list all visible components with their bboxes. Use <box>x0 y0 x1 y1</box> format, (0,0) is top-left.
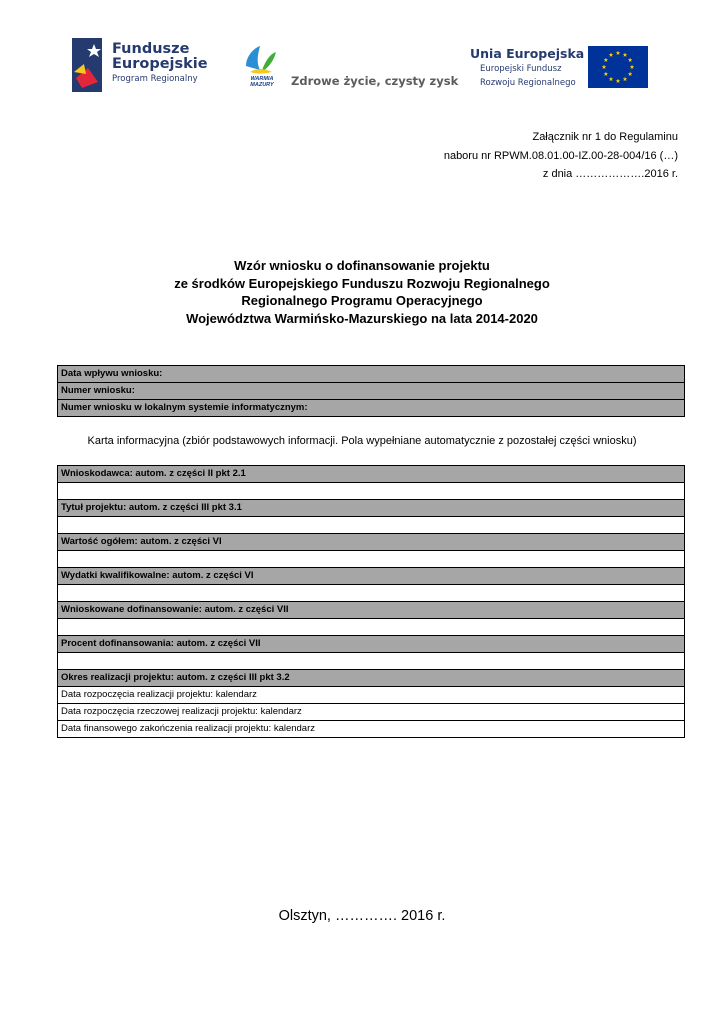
table-row <box>58 466 685 483</box>
annex-line2: naboru nr RPWM.08.01.00-IZ.00-28-004/16 (…) <box>443 149 678 162</box>
table-row <box>58 568 685 585</box>
wm-small-line1: WARMIA <box>250 76 274 82</box>
table-row <box>58 551 685 568</box>
funding-percent-value-cell[interactable] <box>58 653 685 670</box>
table-row <box>58 636 685 653</box>
title-line3: Regionalnego Programu Operacyjnego <box>241 293 483 308</box>
table-row <box>58 383 685 400</box>
table-row <box>58 585 685 602</box>
annex-line3: z dnia ……………….2016 r. <box>542 168 678 180</box>
start-date-cell[interactable]: Data rozpoczęcia realizacji projektu: kalendarz <box>58 687 685 704</box>
eligible-costs-label-cell: Wydatki kwalifikowalne: autom. z części VI <box>58 568 685 585</box>
eligible-costs-value-cell[interactable] <box>58 585 685 602</box>
total-value-value-cell[interactable] <box>58 551 685 568</box>
fundusze-europejskie-mark-icon <box>72 38 102 92</box>
table-row <box>58 619 685 636</box>
table-row <box>58 400 685 417</box>
title-line2: ze środków Europejskiego Funduszu Rozwoju Regionalnego <box>174 275 550 291</box>
wm-small-line2: MAZURY <box>250 82 274 88</box>
warmia-mazury-small-text <box>240 76 284 88</box>
intake-local-number-cell: Numer wniosku w lokalnym systemie informatycznym: <box>58 400 685 417</box>
table-row <box>58 483 685 500</box>
warmia-mazury-logo <box>240 44 459 94</box>
project-period-label-cell: Okres realizacji projektu: autom. z części III pkt 3.2 <box>58 670 685 687</box>
applicant-label-cell: Wnioskodawca: autom. z części II pkt 2.1 <box>58 466 685 483</box>
total-value-label-cell: Wartość ogółem: autom. z części VI <box>58 534 685 551</box>
table-row <box>58 687 685 704</box>
annex-line1: Załącznik nr 1 do Regulaminu <box>532 131 678 143</box>
annex-info <box>444 128 678 184</box>
ue-logo-name: Unia Europejska <box>470 46 585 61</box>
table-row <box>58 670 685 687</box>
requested-funding-label-cell: Wnioskowane dofinansowanie: autom. z części VII <box>58 602 685 619</box>
table-row <box>58 704 685 721</box>
ue-logo-sub1: Europejski Fundusz <box>480 64 562 74</box>
document-title <box>0 257 724 327</box>
table-row <box>58 366 685 383</box>
intake-number-cell: Numer wniosku: <box>58 383 685 400</box>
ue-logo-sub2: Rozwoju Regionalnego <box>480 78 576 88</box>
table-row <box>58 517 685 534</box>
info-table <box>57 465 685 738</box>
title-line1: Wzór wniosku o dofinansowanie projektu <box>234 258 490 273</box>
eu-flag-icon <box>588 46 648 88</box>
intake-table <box>57 365 685 417</box>
table-row <box>58 500 685 517</box>
table-row <box>58 534 685 551</box>
wm-slogan: Zdrowe życie, czysty zysk <box>291 74 459 88</box>
fe-logo-name2: Europejskie <box>112 56 208 72</box>
place-date-footer: Olsztyn, …………. 2016 r. <box>278 908 446 924</box>
project-title-label-cell: Tytuł projektu: autom. z części III pkt 3.1 <box>58 500 685 517</box>
title-line4: Województwa Warmińsko-Mazurskiego na lata 2014-2020 <box>186 310 538 326</box>
karta-informacyjna-text: Karta informacyjna (zbiór podstawowych informacji. Pola wypełniane automatycznie z pozostałej części wniosku) <box>87 435 637 447</box>
table-row <box>58 653 685 670</box>
unia-europejska-logo <box>470 44 650 90</box>
financial-end-date-cell[interactable]: Data finansowego zakończenia realizacji projektu: kalendarz <box>58 721 685 738</box>
project-title-value-cell[interactable] <box>58 517 685 534</box>
fe-logo-name: Fundusze <box>112 41 190 57</box>
table-row <box>58 602 685 619</box>
funding-percent-label-cell: Procent dofinansowania: autom. z części VII <box>58 636 685 653</box>
requested-funding-value-cell[interactable] <box>58 619 685 636</box>
fe-logo-sub: Program Regionalny <box>112 74 198 84</box>
applicant-value-cell[interactable] <box>58 483 685 500</box>
fundusze-europejskie-logo <box>72 38 207 92</box>
physical-start-date-cell[interactable]: Data rozpoczęcia rzeczowej realizacji projektu: kalendarz <box>58 704 685 721</box>
intake-date-cell: Data wpływu wniosku: <box>58 366 685 383</box>
table-row <box>58 721 685 738</box>
